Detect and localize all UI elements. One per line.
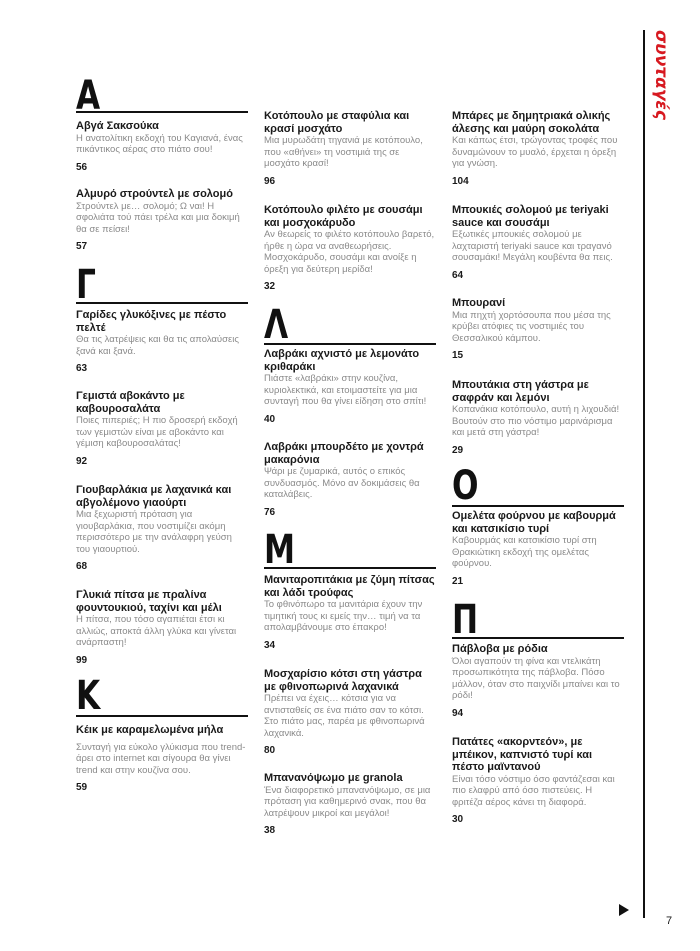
section-letter-alpha: Α	[76, 73, 101, 119]
recipe-description: Η ανατολίτικη εκδοχή του Καγιανά, ένας πικάντικος αέρας στο πιάτο σου!	[76, 132, 243, 156]
recipe-description: Μια μυρωδάτη τηγανιά με κοτόπουλο, που «αθήνει» τη νοστιμιά της σε μοσχάτο κρασί!	[264, 135, 423, 170]
recipe-page-number: 64	[452, 269, 464, 281]
recipe-title: Ομελέτα φούρνου με καβουρμά και κατσικίσιο τυρί	[452, 510, 616, 535]
next-page-arrow-icon[interactable]	[619, 904, 629, 916]
recipe-description: Όλοι αγαπούν τη φίνα και ντελικάτη προσωπικότητα της πάβλοβα. Πόσο μάλλον, όταν στο παιχνίδι μπαίνει και το ρόδι!	[452, 655, 620, 702]
recipe-entry[interactable]	[452, 510, 624, 587]
section-rule	[452, 505, 624, 507]
section-letter-gamma: Γ	[76, 262, 96, 308]
recipe-title: Λαβράκι αχνιστό με λεμονάτο κριθαράκι	[264, 348, 420, 373]
recipe-page-number: 40	[264, 413, 276, 425]
recipe-entry[interactable]	[452, 297, 624, 361]
recipe-page-number: 15	[452, 350, 464, 362]
recipe-description: Το φθινόπωρο τα μανιτάρια έχουν την τιμητική τους κι εμείς την… τιμή να τα απολαμβάνουμε στο έπακρο!	[264, 599, 423, 634]
recipe-title: Μπανανόψωμο με granola	[264, 772, 403, 784]
recipe-entry[interactable]	[452, 110, 624, 187]
recipe-page-number: 99	[76, 654, 88, 666]
recipe-page-number: 92	[76, 455, 88, 467]
section-letter-kappa: Κ	[76, 673, 101, 719]
recipe-description: Η πίτσα, που τόσο αγαπιέται έτσι κι αλλιώς, αποκτά άλλη γλύκα και γίνεται ανάρπαστη!	[76, 614, 237, 649]
recipe-entry[interactable]	[76, 390, 248, 467]
recipe-entry[interactable]	[76, 589, 248, 666]
recipe-entry[interactable]	[76, 188, 248, 252]
recipe-page-number: 63	[76, 363, 88, 375]
recipe-title: Κοτόπουλο με σταφύλια και κρασί μοσχάτο	[264, 110, 410, 135]
recipe-title: Μπουρανί	[452, 297, 506, 309]
recipe-description: Καβουρμάς και κατσικίσιο τυρί στη Θρακιώτικη εκδοχή της ομελέτας φούρνου.	[452, 535, 597, 570]
recipe-title: Πατάτες «ακορντεόν», με μπέικον, καπνιστό τυρί και πέστο μαϊντανού	[452, 736, 593, 773]
recipe-entry[interactable]	[264, 668, 436, 756]
recipe-page-number: 57	[76, 241, 88, 253]
recipe-description: Αν θεωρείς το φιλέτο κοτόπουλο βαρετό, ήρθε η ώρα να αναθεωρήσεις. Μοσχοκάρυδο, σουσάμι και ανοίξε η όρεξη για δεύτερη μερίδα!	[264, 229, 435, 275]
recipe-entry[interactable]	[452, 379, 624, 456]
section-rule	[264, 567, 436, 569]
recipe-description: Ψάρι με ζυμαρικά, αυτός ο επικός συνδυασμός. Μόνο αν δοκιμάσεις θα καταλάβεις.	[264, 466, 420, 501]
recipe-entry[interactable]	[264, 574, 436, 651]
recipe-description: Κοπανάκια κοτόπουλο, αυτή η λιχουδιά! Βουτούν στο πιο νόστιμο μαρινάρισμα και μετά στη γάστρα!	[452, 404, 620, 439]
recipe-page-number: 68	[76, 561, 88, 573]
recipe-description: Στρούντελ με… σολομό; Ω ναι! Η σφολιάτα τού πάει τρέλα και μια δοκιμή θα σε πείσει!	[76, 200, 240, 235]
recipe-title: Γεμιστά αβοκάντο με καβουροσαλάτα	[76, 390, 185, 415]
recipe-page-number: 59	[76, 782, 88, 794]
recipe-title: Κέικ με καραμελωμένα μήλα	[76, 724, 224, 736]
brand-logo: συνταγές	[651, 30, 671, 120]
recipe-title: Γλυκιά πίτσα με πραλίνα φουντουκιού, ταχίνι και μέλι	[76, 589, 222, 614]
section-rule	[76, 715, 248, 717]
recipe-page-number: 56	[76, 161, 88, 173]
recipe-page-number: 38	[264, 825, 276, 837]
recipe-description: Μια ξεχωριστή πρόταση για γιουβαρλάκια, που νοστιμίζει ακόμη περισσότερο με την ανάλαφρη γεύση του γιαουρτιού.	[76, 509, 232, 555]
recipe-entry[interactable]	[264, 110, 436, 187]
recipe-page-number: 29	[452, 444, 464, 456]
recipe-description: Ένα διαφορετικό μπανανόψωμο, σε μια πρόταση για καθημερινό σνακ, που θα λατρέψουν μικροί και μεγάλοι!	[264, 784, 431, 819]
recipe-description: Εξωτικές μπουκιές σολομού με λαχταριστή teriyaki sauce και τραγανό σουσαμάκι! Μεγάλη κουβέντα θα πεις.	[452, 229, 613, 264]
recipe-title: Αβγά Σακσούκα	[76, 120, 159, 132]
vertical-divider	[643, 30, 645, 918]
recipe-page-number: 94	[452, 707, 464, 719]
section-letter-mu: Μ	[264, 527, 296, 573]
recipe-description: Πρέπει να έχεις… κότσια για να αντισταθείς σε ένα πιάτο σαν το κότσι. Στο πιάτο μας, παρέα με φθινοπωρινά λαχανικά.	[264, 693, 425, 739]
recipe-entry[interactable]	[452, 736, 624, 825]
recipe-title: Μπουτάκια στη γάστρα με σαφράν και λεμόνι	[452, 379, 589, 404]
recipe-entry[interactable]	[76, 309, 248, 374]
recipe-title: Γαρίδες γλυκόξινες με πέστο πελτέ	[76, 309, 227, 334]
section-rule	[264, 343, 436, 345]
recipe-title: Μπάρες με δημητριακά ολικής άλεσης και μαύρη σοκολάτα	[452, 110, 611, 135]
recipe-description: Πιάστε «λαβράκι» στην κουζίνα, κυριολεκτικά, και ετοιμαστείτε για μια συνταγή που θα γίνει είδηση στο σπίτι!	[264, 373, 427, 408]
recipe-title: Μοσχαρίσιο κότσι στη γάστρα με φθινοπωρινά λαχανικά	[264, 668, 422, 693]
recipe-description: Συνταγή για εύκολο γλύκισμα που trend-άρει στο internet και σίγουρα θα γίνει trend και στην κουζίνα σου.	[76, 741, 246, 776]
recipe-entry[interactable]	[264, 441, 436, 518]
section-letter-pi: Π	[452, 597, 479, 643]
recipe-description: Ποιες πιπεριές; Η πιο δροσερή εκδοχή των γεμιστών είναι με αβοκάντο και γέμιση καβουροσαλάτας!	[76, 415, 238, 450]
recipe-entry[interactable]	[452, 204, 624, 281]
section-letter-lambda: Λ	[264, 302, 289, 348]
recipe-page-number: 21	[452, 575, 464, 587]
recipe-title: Λαβράκι μπουρδέτο με χοντρά μακαρόνια	[264, 441, 424, 466]
recipe-title: Μπουκιές σολομού με teriyaki sauce και σουσάμι	[452, 204, 609, 229]
recipe-page-number: 80	[264, 745, 276, 757]
section-rule	[452, 637, 624, 639]
recipe-page-number: 104	[452, 175, 469, 187]
recipe-entry[interactable]	[264, 772, 436, 836]
recipe-page-number: 30	[452, 814, 464, 826]
recipe-entry[interactable]	[76, 120, 248, 173]
recipe-page-number: 76	[264, 506, 276, 518]
recipe-description: Θα τις λατρέψεις και θα τις απολαύσεις ξανά και ξανά.	[76, 334, 239, 357]
recipe-description: Είναι τόσο νόστιμο όσο φαντάζεσαι και πιο ελαφρύ από όσο πιστεύεις. Η φριτέζα αέρος κάνει τη διαφορά.	[452, 773, 615, 808]
recipe-description: Μια πηχτή χορτόσουπα που μέσα της κρύβει ατόφιες τις νοστιμιές του Θεσσαλικού κάμπου.	[452, 309, 611, 344]
recipe-title: Αλμυρό στρούντελ με σολομό	[76, 188, 233, 200]
recipe-entry[interactable]	[264, 204, 436, 292]
section-rule	[76, 111, 248, 113]
recipe-entry[interactable]	[76, 484, 248, 572]
section-rule	[76, 302, 248, 304]
recipe-entry[interactable]	[76, 724, 248, 793]
section-letter-omicron: Ο	[452, 463, 479, 509]
page-number: 7	[666, 915, 673, 927]
recipe-title: Πάβλοβα με ρόδια	[452, 643, 548, 655]
recipe-title: Κοτόπουλο φιλέτο με σουσάμι και μοσχοκάρυδο	[264, 204, 423, 229]
recipe-description: Και κάπως έτσι, τρώγοντας τροφές που δυναμώνουν το μυαλό, έρχεται η όρεξη για γνώση.	[452, 135, 618, 170]
recipe-title: Μανιταροπιτάκια με ζύμη πίτσας και λάδι τρούφας	[264, 574, 435, 599]
recipe-page-number: 96	[264, 175, 276, 187]
recipe-entry[interactable]	[264, 348, 436, 425]
recipe-page-number: 34	[264, 639, 276, 651]
recipe-entry[interactable]	[452, 643, 624, 719]
recipe-title: Γιουβαρλάκια με λαχανικά και αβγολέμονο γιαούρτι	[76, 484, 232, 509]
recipe-page-number: 32	[264, 281, 276, 293]
